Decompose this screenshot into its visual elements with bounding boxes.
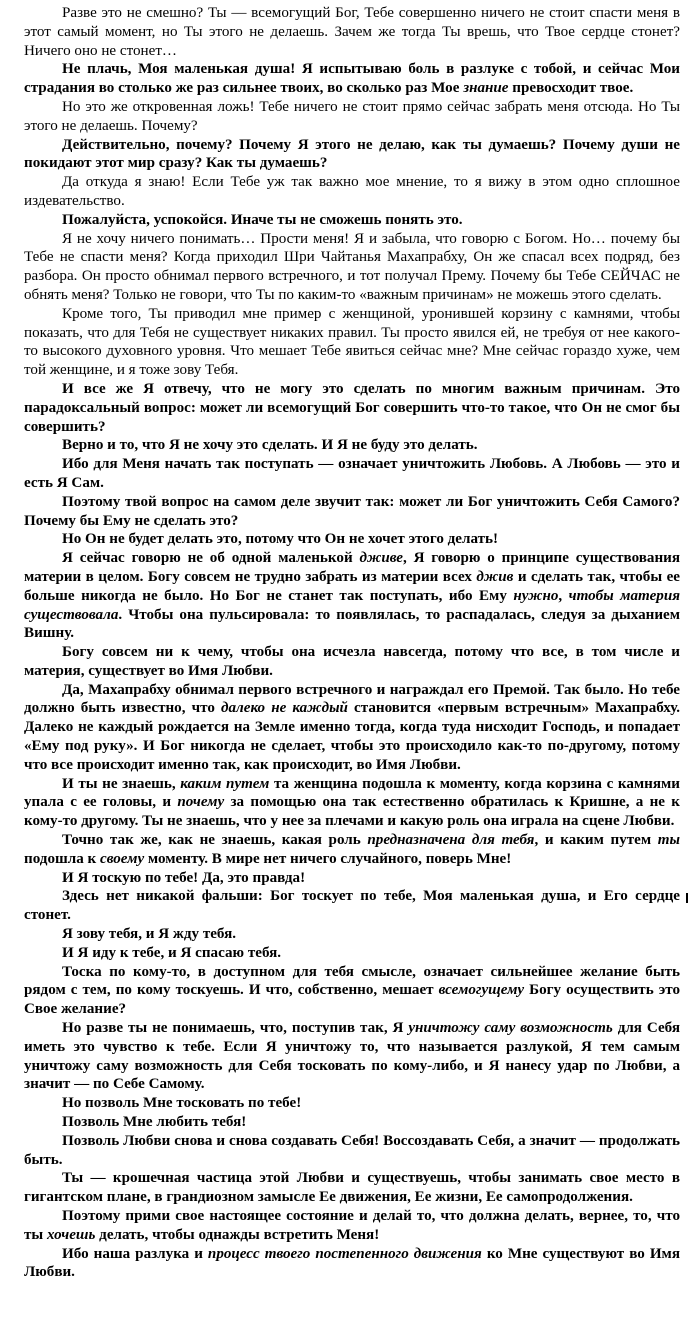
text-run: делать, чтобы однажды встретить Меня! (95, 1226, 380, 1243)
text-run: И Я тоскую по тебе! Да, это правда! (62, 869, 306, 886)
paragraph (24, 831, 680, 869)
text-run: , (558, 587, 569, 604)
margin-mark (686, 893, 688, 903)
text-run: Пожалуйста, успокойся. Иначе ты не сможешь понять это. (62, 211, 463, 228)
paragraph (24, 436, 680, 455)
text-run: Поэтому твой вопрос на самом деле звучит так: может ли Бог уничтожить Себя Самого? Почему бы Ему не сделать это? (24, 493, 680, 529)
emphasis-text: своему (100, 850, 145, 867)
text-run: Кроме того, Ты приводил мне пример с женщиной, уронившей корзину с камнями, чтобы показать, что для Тебя не существует никаких правил. Ты просто явился ей, не требуя от нее какого-то высокого духовного уровня. Что мешает Тебе явиться сейчас мне? Мне сейчас гораздо хуже, чем той женщине, и я тоже зову Тебя. (24, 305, 680, 379)
text-run: моменту. В мире нет ничего случайного, поверь Мне! (144, 850, 512, 867)
paragraph (24, 230, 680, 305)
paragraph (24, 963, 680, 1019)
text-run: Позволь Любви снова и снова создавать Себя! Воссоздавать Себя, а значит — продолжать быть. (24, 1132, 680, 1168)
text-run: И ты не знаешь, (62, 775, 181, 792)
text-run: и сделать так, чтобы ее больше никогда не было. Но Бог не станет так поступать, ибо Ему (24, 568, 680, 604)
text-run: . Чтобы она пульсировала: то появлялась, то распадалась, следуя за дыханием Вишну. (24, 606, 680, 642)
emphasis-text: нужно (513, 587, 559, 604)
paragraph (24, 925, 680, 944)
paragraph (24, 173, 680, 211)
text-run: Я не хочу ничего понимать… Прости меня! Я и забыла, что говорю с Богом. Но… почему бы Тебе не спасти меня? Когда приходил Шри Чайтанья Махапрабху, Он же спасал всех подряд, без разбора. Он просто обнимал первого встречного, и тот получал Прему. Почему бы Тебе СЕЙЧАС не обнять меня? Только не говори, что Ты по каким-то «важным причинам» не можешь этого сделать. (24, 230, 680, 303)
paragraph (24, 775, 680, 831)
text-run: Поэтому прими свое настоящее состояние и делай то, что должна делать, вернее, то, что ты (24, 1208, 680, 1243)
text-run: И Я иду к тебе, и Я спасаю тебя. (62, 944, 282, 961)
text-run: Ты — крошечная частица этой Любви и существуешь, чтобы занимать свое место в гигантском плане, в грандиозном замысле Ее движения, Ее жизни, Ее самопродолжения. (24, 1170, 680, 1206)
text-run: Я зову тебя, и Я жду тебя. (62, 926, 237, 943)
paragraph (24, 681, 680, 775)
text-run: становится «первым встречным» Махапрабху. Далеко не каждый рождается на Земле именно тогда, когда туда нисходит Господь, и попадает «Ему под руку». И Бог никогда не сделает, чтобы это происходило как-то по-другому, потому что все происходит именно так, как происходит, во Имя Любви. (24, 700, 681, 773)
text-run: Да откуда я знаю! Если Тебе уж так важно мое мнение, то я вижу в этом одно сплошное издевательство. (24, 174, 680, 209)
text-run: Верно и то, что Я не хочу это сделать. И Я не буду это делать. (62, 437, 478, 454)
emphasis-text: предназначена для тебя (367, 832, 535, 849)
text-run: Тоска по кому-то, в доступном для тебя смысле, означает сильнейшее желание быть рядом с тем, по кому тоскуешь. И что, собственно, мешает (24, 963, 680, 999)
paragraph (24, 455, 680, 493)
paragraph (24, 530, 680, 549)
paragraph (24, 493, 680, 531)
paragraph (24, 305, 680, 380)
text-run: Позволь Мне любить тебя! (62, 1114, 247, 1131)
text-run: за помощью она так естественно обратилась к Кришне, а не к кому-то другому. Ты не знаешь, что у нее за плечами и какую роль она играла на сцене Любви. (24, 794, 680, 830)
text-run: Богу совсем ни к чему, чтобы она исчезла навсегда, потому что все, в том числе и материя, существует во Имя Любви. (24, 644, 680, 679)
text-run: Здесь нет никакой фальши: Бог тоскует по тебе, Моя маленькая душа, и Его сердце стонет. (24, 888, 680, 924)
paragraph (24, 1245, 680, 1283)
paragraph (24, 1094, 680, 1113)
paragraph (24, 1113, 680, 1132)
text-run: Да, Махапрабху обнимал первого встречного и награждал его Премой. Так было. Но тебе должно быть известно, что (24, 681, 680, 717)
paragraph (24, 98, 680, 136)
emphasis-text: чтобы материя существовала (24, 587, 680, 623)
document-body (24, 4, 680, 1282)
emphasis-text: джив (476, 568, 514, 585)
paragraph (24, 60, 680, 98)
paragraph (24, 1169, 680, 1207)
text-run: Но Он не будет делать это, потому что Он не хочет этого делать! (62, 531, 499, 548)
paragraph (24, 549, 680, 643)
text-run: Ибо наша разлука и (62, 1245, 208, 1262)
paragraph (24, 380, 680, 436)
emphasis-text: уничтожу саму возможность (408, 1020, 613, 1037)
text-run: Богу осуществить это Свое желание? (24, 982, 680, 1018)
emphasis-text: далеко не каждый (221, 700, 348, 717)
emphasis-text: каким путем (180, 775, 270, 792)
paragraph (24, 1019, 680, 1094)
emphasis-text: ты (657, 832, 680, 849)
text-run: для Себя иметь это чувство к тебе. Если Я уничтожу то, что называется разлукой, Я тем самым уничтожу саму возможность для Себя тосковать по кому-либо, и Я нанесу удар по Любви, а значит — по Себе Самому. (24, 1020, 680, 1093)
emphasis-text: всемогущему (438, 982, 525, 999)
text-run: Не плачь, Моя маленькая душа! Я испытываю боль в разлуке с тобой, и сейчас Мои страдания во столько же раз сильнее твоих, во сколько раз Мое (24, 61, 680, 97)
paragraph (24, 1207, 680, 1245)
text-run: , и каким путем (534, 832, 658, 849)
emphasis-text: дживе (359, 550, 403, 567)
emphasis-text: знание (463, 80, 509, 97)
text-run: та женщина подошла к моменту, когда корзина с камнями упала с ее головы, и (24, 775, 681, 811)
emphasis-text: хочешь (46, 1226, 96, 1243)
text-run: Действительно, почему? Почему Я этого не делаю, как ты думаешь? Почему души не покидают этот мир сразу? Как ты думаешь? (24, 136, 680, 172)
text-run: Ибо для Меня начать так поступать — означает уничтожить Любовь. А Любовь — это и есть Я Сам. (24, 456, 680, 491)
text-run: И все же Я отвечу, что не могу это сделать по многим важным причинам. Это парадоксальный вопрос: может ли всемогущий Бог совершить что-то такое, что Он не смог бы совершить? (24, 380, 680, 435)
text-run: Точно так же, как не знаешь, какая роль (62, 832, 368, 849)
paragraph (24, 944, 680, 963)
text-run: Разве это не смешно? Ты — всемогущий Бог, Тебе совершенно ничего не стоит спасти меня в этот самый момент, но Ты этого не делаешь. Зачем же тогда Ты врешь, что Твое сердце стонет? Ничего оно не стонет… (24, 5, 680, 59)
emphasis-text: почему (177, 794, 225, 811)
text-run: Я сейчас говорю не об одной маленькой (62, 550, 360, 567)
paragraph (24, 211, 680, 230)
emphasis-text: процесс твоего постепенного движения (207, 1245, 482, 1262)
paragraph (24, 643, 680, 681)
text-run: ко Мне существуют во Имя Любви. (24, 1245, 681, 1281)
paragraph (24, 4, 680, 60)
text-run: Но разве ты не понимаешь, что, поступив так, Я (62, 1020, 409, 1037)
paragraph (24, 869, 680, 888)
text-run: Но позволь Мне тосковать по тебе! (62, 1095, 302, 1112)
text-run: , Я говорю о принципе существования материи в целом. Богу совсем не трудно забрать из материи всех (24, 550, 681, 585)
paragraph (24, 136, 680, 174)
paragraph (24, 1132, 680, 1170)
text-run: Но это же откровенная ложь! Тебе ничего не стоит прямо сейчас забрать меня отсюда. Но Ты этого не делаешь. Почему? (24, 98, 680, 134)
text-run: превосходит твое. (508, 80, 634, 97)
text-run: подошла к (24, 850, 100, 867)
paragraph (24, 887, 680, 925)
